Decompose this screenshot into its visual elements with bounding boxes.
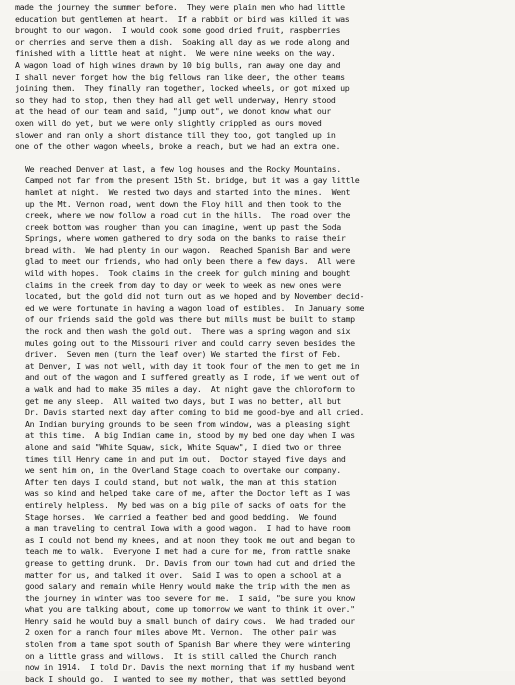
text-line: at this time. A big Indian came in, stood by my bed one day when I was <box>25 430 355 441</box>
text-line: brought to our wagon. I would cook some good dried fruit, raspberries <box>15 25 341 36</box>
text-line: hamlet at night. We rested two days and started into the mines. Went <box>25 186 351 197</box>
text-line: I shall never forget how the big fellows ran like deer, the other teams <box>15 71 345 82</box>
text-line: driver. Seven men (turn the leaf over) We started the first of Feb. <box>25 349 341 360</box>
text-line: A wagon load of high wines drawn by 10 big bulls, ran away one day and <box>15 59 341 70</box>
text-line: so they had to stop, then they had all get well underway, Henry stood <box>15 94 336 105</box>
text-line: the rock and then wash the gold out. There was a spring wagon and six <box>25 326 351 337</box>
text-line: as I could not bend my knees, and at noon they took me out and began to <box>25 534 355 545</box>
paragraph-gap <box>15 153 509 164</box>
text-line: teach me to walk. Everyone I met had a cure for me, from rattle snake <box>25 546 351 557</box>
text-line: we sent him on, in the Overland Stage coach to overtake our company. <box>25 465 341 476</box>
text-line: mules going out to the Missouri river and could carry seven besides the <box>25 337 355 348</box>
text-line: up the Mt. Vernon road, went down the Floy hill and then took to the <box>25 198 341 209</box>
text-line: glad to meet our friends, who had only been there a few days. All were <box>25 256 355 267</box>
text-line: Dr. Davis started next day after coming to bid me good-bye and all cried. <box>25 407 365 418</box>
text-line: and out of the wagon and I suffered greatly as I rode, if we went out of <box>25 372 360 383</box>
text-line: what you are talking about, come up tomorrow we want to think it over." <box>25 604 355 615</box>
text-line: education but gentlemen at heart. If a rabbit or bird was killed it was <box>15 13 350 24</box>
text-line: stolen from a tame spot south of Spanish Bar where they were wintering <box>25 639 351 650</box>
text-line: located, but the gold did not turn out as we hoped and by November decid- <box>25 291 365 302</box>
text-line: back I should go. I wanted to see my mother, that was settled beyond <box>25 673 346 684</box>
text-line: made the journey the summer before. They were plain men who had little <box>15 2 345 12</box>
paragraph-journey <box>15 2 509 153</box>
text-line: good salary and remain while Henry would make the trip with the men as <box>25 581 351 592</box>
text-line: creek, where we now follow a road cut in the hills. The road over the <box>25 210 351 221</box>
text-line: wild with hopes. Took claims in the creek for gulch mining and bought <box>25 268 351 279</box>
text-line: on a little grass and willows. It is still called the Church ranch <box>25 650 337 661</box>
text-line: claims in the creek from day to day or week to week as new ones were <box>25 279 341 290</box>
text-line: joining them. They finally ran together, locked wheels, or got mixed up <box>15 83 350 94</box>
text-line: times till Henry came in and put im out. Doctor stayed five days and <box>25 453 346 464</box>
text-line: slower and ran only a short distance till they too, got tangled up in <box>15 129 336 140</box>
text-line: at the head of our team and said, "jump out", we donot know what our <box>15 106 331 117</box>
text-line: a walk and had to make 35 miles a day. At night gave the chloroform to <box>25 384 355 394</box>
text-line: now in 1914. I told Dr. Davis the next morning that if my husband went <box>25 662 355 673</box>
text-line: of our friends said the gold was there but mills must be built to stamp <box>25 314 355 325</box>
text-line: at Denver, I was not well, with day it took four of the men to get me in <box>25 360 360 371</box>
text-line: was so kind and helped take care of me, after the Doctor left as I was <box>25 488 351 499</box>
text-line: one of the other wagon wheels, broke a reach, but we had an extra one. <box>15 141 341 152</box>
text-line: grease to getting drunk. Dr. Davis from our town had cut and dried the <box>25 557 355 568</box>
paragraph-denver <box>15 164 509 685</box>
text-line: entirely helpless. My bed was on a big pile of sacks of oats for the <box>25 499 346 510</box>
text-line: ed we were fortunate in having a wagon load of estibles. In January some <box>25 302 365 313</box>
text-line: a man traveling to central Iowa with a good wagon. I had to have room <box>25 523 351 534</box>
text-line: the journey in winter was too severe for me. I said, "be sure you know <box>25 592 355 603</box>
text-line: We reached Denver at last, a few log houses and the Rocky Mountains. <box>25 163 341 174</box>
text-line: Springs, where women gathered to dry soda on the banks to raise their <box>25 233 346 244</box>
text-line: 2 oxen for a ranch four miles above Mt. Vernon. The other pair was <box>25 627 337 638</box>
text-line: Henry said he would buy a small bunch of dairy cows. We had traded our <box>25 615 355 626</box>
text-line: After ten days I could stand, but not walk, the man at this station <box>25 476 337 487</box>
text-line: oxen will do yet, but we were only slightly crippled as ours moved <box>15 117 322 128</box>
text-line: alone and said "White Squaw, sick, White Squaw", I died two or three <box>25 441 341 452</box>
text-line: or cherries and serve them a dish. Soaking all day as we rode along and <box>15 36 350 47</box>
text-line: get me any sleep. All waited two days, but I was no better, all but <box>25 395 341 406</box>
text-line: finished with a little heat at night. We were nine weeks on the way. <box>15 48 336 59</box>
text-line: Camped not far from the present 15th St. bridge, but it was a gay little <box>25 175 360 186</box>
text-line: bread with. We had plenty in our wagon. Reached Spanish Bar and were <box>25 244 351 255</box>
text-line: matter for us, and talked it over. Said I was to open a school at a <box>25 569 341 580</box>
text-line: Stage horses. We carried a feather bed and good bedding. We found <box>25 511 337 522</box>
text-line: An Indian burying grounds to be seen from window, was a pleasing sight <box>25 418 351 429</box>
text-line: creek bottom was rougher than you can imagine, went up past the Soda <box>25 221 341 232</box>
